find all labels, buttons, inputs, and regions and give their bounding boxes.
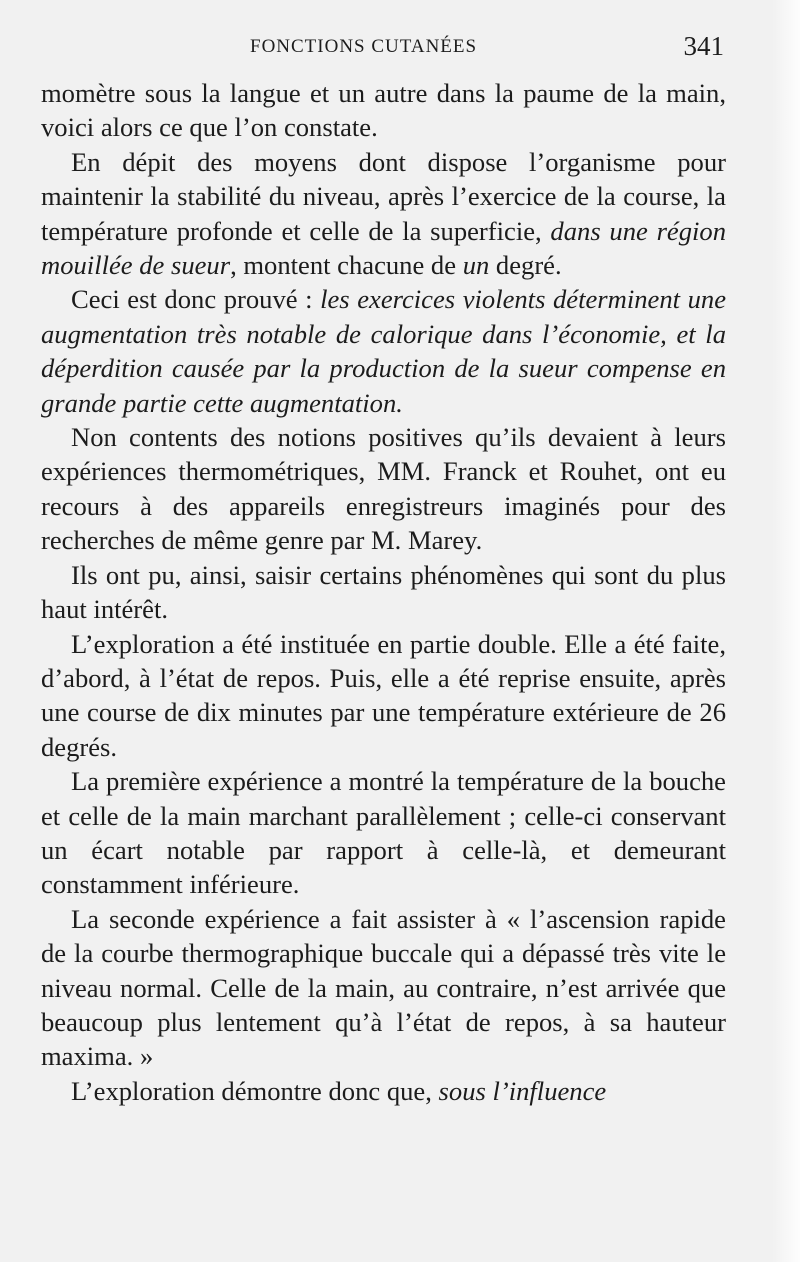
paragraph-continued [41,76,726,145]
text-segment: Non contents des notions positives qu’ils devaient à leurs expériences thermométriques, MM. Franck et Rouhet, ont eu recours à des appareils enregistreurs imaginés pour des recherches de même genre par M. Marey. [41,422,726,556]
paragraph [41,420,726,558]
paragraph [41,627,726,765]
page-header [40,31,724,68]
paragraph [41,282,726,420]
text-segment: momètre sous la langue et un autre dans la paume de la main, voici alors ce que l’on constate. [41,78,726,143]
italic-segment: dans une région mouillée de sueur [41,215,726,281]
text-segment: Ils ont pu, ainsi, saisir certains phénomènes qui sont du plus haut intérêt. [41,559,726,625]
text-segment: La première expérience a montré la température de la bouche et celle de la main marchant parallèlement ; celle-ci conservant un écart notable par rapport à celle-là, et demeurant constamment inférieure. [41,766,726,900]
body-text [41,76,726,1108]
text-segment: La seconde expérience a fait assister à « l’ascension rapide de la courbe thermographique buccale qui a dépassé très vite le niveau normal. Celle de la main, au contraire, n’est arrivée que beaucoup plus lentement qu’à l’état de repos, à sa hauteur maxima. » [41,903,726,1072]
italic-segment: les exercices violents déterminent une augmentation très notable de calorique dans l’économie, et la déperdition causée par la production de la sueur compense en grande partie cette augmentation. [41,284,726,418]
text-segment: L’exploration démontre donc que, [71,1075,439,1106]
page-number: 341 [683,31,724,61]
paragraph [41,558,726,627]
text-segment: L’exploration a été instituée en partie double. Elle a été faite, d’abord, à l’état de repos. Puis, elle a été reprise ensuite, après une course de dix minutes par une température extérieure de 26 degrés. [41,628,726,762]
italic-segment: sous l’influence [438,1075,607,1106]
paragraph [41,145,726,283]
text-segment: degré. [489,250,562,281]
text-segment: Ceci est donc prouvé : [71,284,321,315]
paragraph [41,902,726,1074]
text-segment: En dépit des moyens dont dispose l’organisme pour maintenir la stabilité du niveau, après l’exercice de la course, la température profonde et celle de la superficie, [41,146,726,246]
running-head: FONCTIONS CUTANÉES [250,36,478,57]
italic-segment: un [462,250,490,281]
paragraph [41,764,726,902]
paragraph [41,1074,726,1108]
text-segment: , montent chacune de [230,250,463,281]
